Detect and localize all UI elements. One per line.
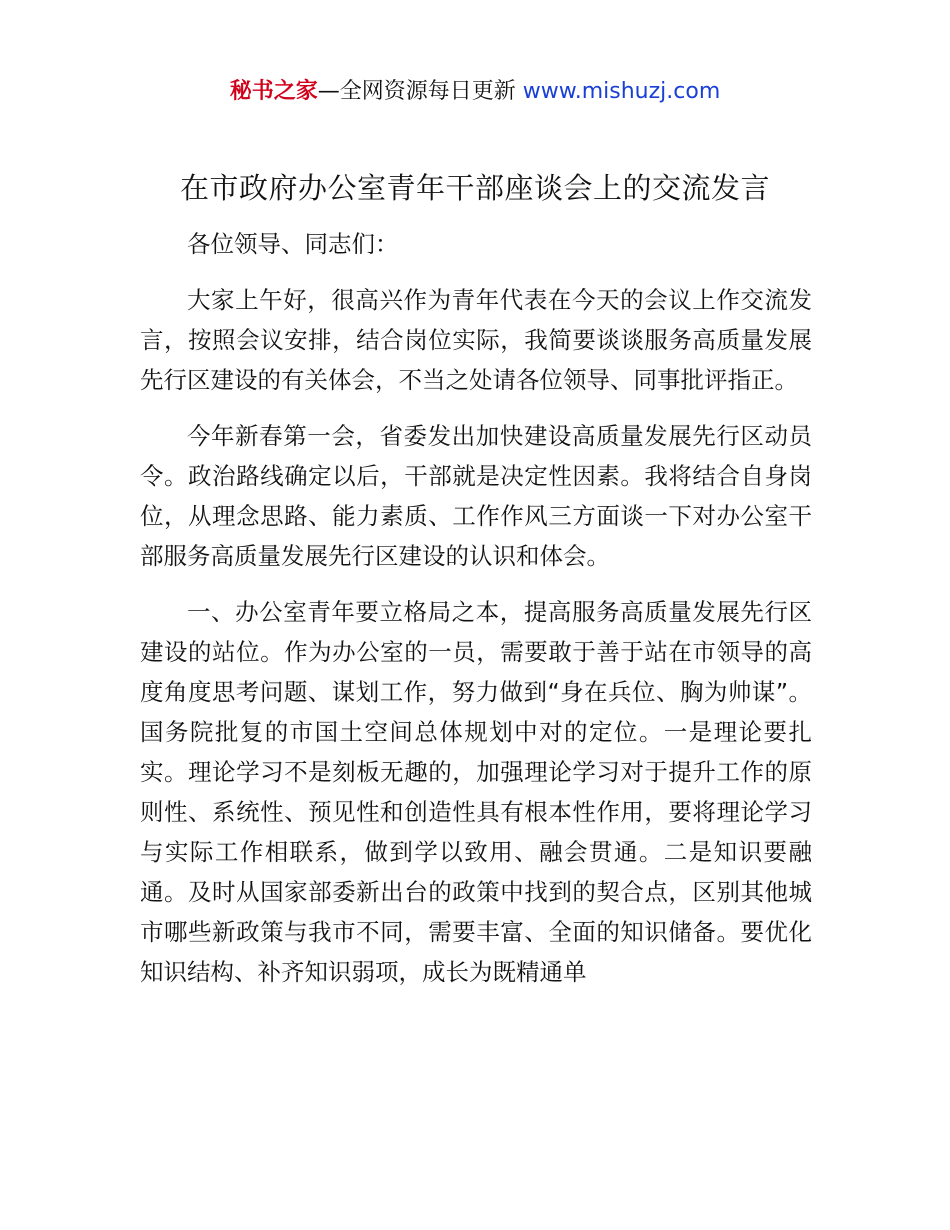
paragraph-salutation: 各位领导、同志们：: [187, 230, 399, 258]
document-title: 在市政府办公室青年干部座谈会上的交流发言: [179, 171, 770, 205]
document-body: [140, 224, 812, 1008]
paragraph: 今年新春第一会，省委发出加快建设高质量发展先行区动员令。政治路线确定以后，干部就是决定性因素。我将结合自身岗位，从理念思路、能力素质、工作作风三方面谈一下对办公室干部服务高质量发展先行区建设的认识和体会。: [140, 422, 812, 570]
site-url-link[interactable]: www.mishuzj.com: [522, 79, 721, 104]
site-header: [0, 76, 950, 108]
site-tagline: —全网资源每日更新: [317, 79, 523, 104]
paragraph: 一、办公室青年要立格局之本，提高服务高质量发展先行区建设的站位。作为办公室的一员，需要敢于善于站在市领导的高度角度思考问题、谋划工作，努力做到“身在兵位、胸为帅谋”。国务院批复的市国土空间总体规划中对的定位。一是理论要扎实。理论学习不是刻板无趣的，加强理论学习对于提升工作的原则性、系统性、预见性和创造性具有根本性作用，要将理论学习与实际工作相联系，做到学以致用、融会贯通。二是知识要融通。及时从国家部委新出台的政策中找到的契合点，区别其他城市哪些新政策与我市不同，需要丰富、全面的知识储备。要优化知识结构、补齐知识弱项，成长为既精通单: [140, 598, 812, 986]
site-brand: 秘书之家: [229, 79, 318, 104]
paragraph: 大家上午好，很高兴作为青年代表在今天的会议上作交流发言，按照会议安排，结合岗位实际，我简要谈谈服务高质量发展先行区建设的有关体会，不当之处请各位领导、同事批评指正。: [140, 286, 812, 394]
